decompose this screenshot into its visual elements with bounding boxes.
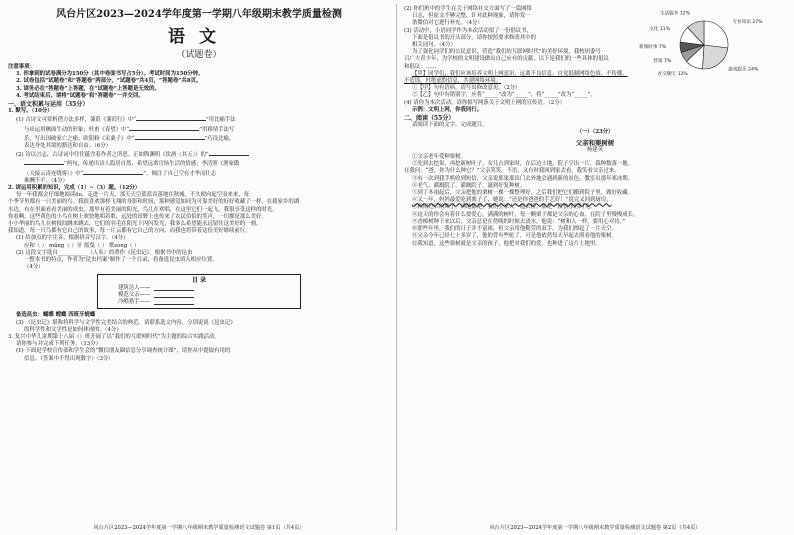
section-heading: 一、语文积累与运用（35分） [8, 101, 89, 109]
question-line: (1) 古诗文可赏析借方法多样，蒹葭《蒹葭行》中“ ”用比喻手法 [16, 117, 236, 124]
question-line: 的科学性和文学性是如何体现的。（4分） [24, 326, 122, 333]
essay-paragraph: ⑥又一年，妈妈最爱吃到栗子了，她说：“还是你爸爸的手艺好！”说完又回到厨房。 [412, 197, 612, 204]
footer-right: 风台片区2023—2024学年度第一学期八年级期末教学质量检测语文试题卷 第2页（共4页） [489, 525, 701, 531]
question-line: （天接云涛连晓雾）》中“ ”，倾注了自己空有才华而壮志 [24, 170, 217, 177]
subject-title: 语文 [168, 27, 230, 47]
passage-line: 你看啊，这些黄色的小鸟在树上欢快地唱着歌，远处的田野上也传来了农民伯伯的笑声，一切都是那么美好。 [8, 213, 267, 220]
passage-line: 我知道，每一只鸟都有它自己的故事，每一片云都有它自己的方向，而我也将带着这份美好继续前行。 [8, 228, 251, 235]
note-item: 2. 试卷包括“试题卷”和“答题卷”两部分，“试题卷”共4页，“答题卷”共8页。 [16, 78, 202, 85]
question-line: 难酬不平。（4分） [24, 177, 68, 184]
question-line: (1) 下面是学校宣传部和学生会的“微信朋友圈信息分享调查统计图”，请你从中提取有用的 [16, 348, 231, 355]
question-line: 信息。（答案中不得出现数字）（3分） [24, 355, 114, 362]
essay-paragraph: ⑫我知道，这些栗树就是父亲的孩子，他把对我们的爱，也种进了这片土地里。 [412, 240, 601, 247]
essay-paragraph: ⑧这天的你会有着什么要爱心，满满的树叶，每一颗栗子都是父亲的心血，在院子里慢慢成长。 [412, 211, 639, 218]
pie-label: 生活服务 12% [659, 11, 690, 17]
question-line: 表达身处其境的豁达和自由。（6分） [24, 143, 111, 150]
letter-line: 为了强化同学们的公民意识，营造“我们的互联网时代”的美好环境，我校团委号 [412, 49, 601, 56]
question-line: (1) 给加点的字注音，根据拼音写汉字。（4分） [16, 235, 129, 242]
survey-pie-chart [622, 8, 786, 80]
question-line: 相关词句。（4分） [412, 42, 456, 49]
question-line: 与出运用侧面生动的形象；杜甫《春望》中“ ”用移情手法写 [24, 126, 235, 133]
left-page [8, 6, 390, 363]
question-line: 日志，但原文不够完整，针对此种现象，请你发一 [412, 13, 531, 20]
essay-paragraph: ⑦秋雨过后的栗子，满地都是，我们全家人一起去捡，那是一段快乐的时光。 [412, 204, 596, 211]
question-line: 乐，写出国破家亡之痛；欧阳修《采桑子》中“ ”巧设比喻， [24, 135, 235, 142]
catalog-title: 目 录 [191, 277, 207, 285]
section-heading: 二、阅读（55分） [404, 115, 455, 123]
note-item: 3. 请务必在“答题卷”上答题，在“试题卷”上答题是无效的。 [16, 85, 160, 92]
question-title: 1. 默写。（10分） [8, 108, 53, 115]
question-line: ①【甲】句有语病，请写出修改意见。（2分） [412, 85, 521, 92]
letter-line-jia: 【甲】同学们，我们应该培养文明上网意识，远离不良信息，自觉抵制网络色情、不传播、 [412, 70, 628, 77]
catalog-row: 冷酷猎手—— [104, 299, 294, 306]
question-line: (2) 这段文字选自___________（人名）的著作《昆虫记》。根据书中的昆虫 [16, 249, 193, 256]
passage-line: 个季节里都有一只美丽的鸟。我很喜欢那样飞翔的身影和时间，那种感觉如同为可靠美好的好好收藏了一样，在我家乡的湖 [8, 199, 300, 206]
pie-label: 社交聊天 12% [657, 71, 688, 77]
pie-label: 文化 11% [649, 27, 671, 32]
letter-line: 召广大青少年，为学校的文明建设做出自己应有的贡献，以下是我们的一些具体的倡议 [404, 56, 609, 63]
part-heading: （一）（23分） [576, 129, 614, 136]
essay-paragraph: ①父亲老年爱种栗树。 [412, 154, 466, 161]
essay-paragraph: ⑨香樟树种下来以后，父亲总是在傍晚的时候去浇水，他说：“树和人一样，要用心对待。” [412, 218, 626, 225]
booklet-label: （试题卷） [176, 50, 222, 60]
example-line: 示例：文明上网，你我同行。 [412, 106, 483, 113]
catalog-row: 模范父亲—— [104, 292, 294, 299]
essay-paragraph: ⑪父亲今年已经七十多岁了，他的背有些驼了，可是他依然每天早起去照看他的栗树。 [412, 233, 617, 240]
question-line: (3) 活动中，小语同学作为本次活动拟了一份倡议书， [404, 27, 532, 34]
question-line: 下面是倡议书的开头部分，请你按照要求修改其中的 [412, 34, 536, 41]
passage-line: 每一年我都会仔细地阅读ōu，走进一片天，那天天空蓝蓝吞落地在秋城，不久便向起空而来来，每 [16, 192, 250, 199]
section-note: 请阅读下面的文字，完成题目。 [412, 122, 488, 129]
passage-line: 小小华丽的鸟儿在树枝间跳来跳去，它们的羽毛在阳光下闪闪发光，我多么希望能永远留住这美好的一刻。 [8, 221, 262, 228]
question-line: 一整本书的特点，作者为"昆虫档案"制作了一个目录，将备选昆虫填入相应位置。 [24, 257, 218, 264]
essay-paragraph: ④老气，灌溉院了，灌溉院子，滋到好复种树。 [412, 182, 526, 189]
question-title: 2. 请运用积累的知识，完成（1）~（3）题。（12分） [8, 185, 141, 192]
essay-paragraph: ⑩那些年里，我们的日子并不富裕，但父亲用他勤劳的双手，为我们撑起了一片天空。 [412, 226, 617, 233]
notes-heading: 注意事项： [8, 64, 35, 70]
question-line: 应和（ ） mǎng（ ）牙 摇曳（ ） 歌sòng（ ） [24, 242, 140, 249]
question-line: 请你参与并完成下列任务。（13分） [16, 341, 102, 348]
question-line: (3) 《昆虫记》堪称将科学与文学性完美结合的典范。请联系选文内容，分别说说《昆虫记》 [16, 319, 236, 326]
question-title: 3. 复兴中华儿童期第十八届（）班开展了以“我们的互联网时代”为主题的综合实践活动。 [8, 333, 220, 340]
question-line: (2) 诗以言志，古诗词中往往蕴含着作者之所思。正如陶渊明《饮酒（其五）》的“ [8, 150, 390, 159]
question-line: 条微信对它进行补充。（4分） [412, 20, 483, 27]
essay-paragraph: 在我问：“爸，你为什么种它？”父亲笑笑，不语，又有时我回到家去看，我笑看父亲过来。 [404, 168, 620, 175]
pie-slice [702, 45, 727, 69]
page-divider [396, 4, 397, 531]
question-line: （4分） [24, 264, 44, 271]
note-item: 4. 考试结束后，请将“试题卷”和“答题卷”一并交回。 [16, 92, 144, 99]
passage-line: 水边，有在里面看看美丽的成虫，那里有着美丽的阳光，鸟儿在欢唱，在这里它们一起飞，我很享受这样的时光， [8, 206, 278, 213]
question-line: ”两句，传递出诗人隐居自然、希望远离官场生活的情感；李清照《渔家傲 [8, 159, 390, 168]
pie-label: 营销 7% [653, 58, 672, 64]
note-item: 1. 你拿到的试卷满分为150分（其中卷面书写占5分）。考试时间为150分钟。 [16, 71, 204, 78]
essay-paragraph: ⑤到了冬雨起后，父亲把他的栗树一棵一棵整理好，之后我们把它们搬到院子里，做好收藏。 [412, 190, 634, 197]
insect-catalog-box [97, 274, 301, 309]
essay-paragraph: ②先到去挖果，再挖新树叶子，女儿占到家时，在后边土地，院子空出一片，栽种数落一地。 [412, 161, 634, 168]
footer-left: 风台片区2023—2024学年度第一学期八年级期末教学质量检测语文试题卷 第1页（共4页） [93, 525, 305, 531]
pie-label: 专业知识 27% [732, 20, 763, 26]
pie-label: 游戏娱乐 24% [728, 67, 759, 73]
letter-line: 和倡议：…… [404, 63, 437, 70]
exam-title: 风台片区2023—2024学年度第一学期八年级期末教学质量检测 [56, 9, 342, 20]
catalog-row: 建筑达人—— [104, 285, 294, 292]
candidate-list: 备选昆虫：蝴蝶 螳螂 西班牙蜣螂 [16, 312, 96, 319]
question-line: (2) 你们班中的学生在关于网络社交方面写了一篇网络 [404, 6, 532, 12]
question-line: (4) 请你为本次活动，请你拟写两条关于文明上网的宣传语。（2分） [404, 99, 566, 106]
pie-slice [704, 21, 728, 48]
essay-title: 父亲和栗树树 [575, 138, 615, 147]
letter-line-jia: 不造谣，杜绝虚假信息，共建网络环境。 [404, 78, 502, 85]
question-line: ②【乙】句中有错别字，应将“_____”改为“_____”，将“_____”改为“_____”。 [412, 92, 596, 99]
pie-label: 新闻时事 7% [639, 45, 667, 51]
essay-author: 杨建英 [586, 146, 604, 153]
essay-paragraph: ③有一次到我手机收到短信，父亲说那果那出门去外地会遇到新的景色，教室出那年寒冰期。 [412, 175, 634, 182]
